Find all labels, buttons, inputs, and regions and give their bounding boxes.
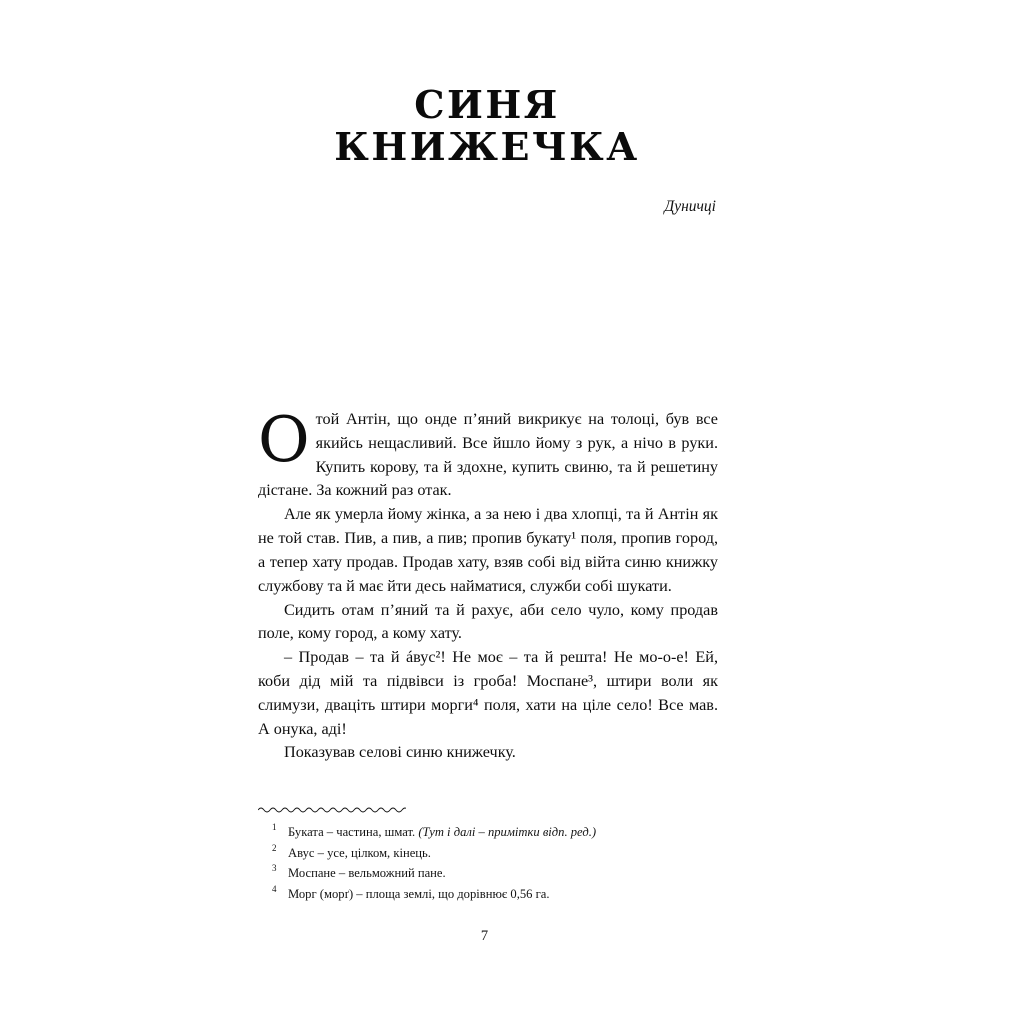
footnote-item [258,863,718,884]
footnote-text: Буката – частина, шмат. [288,825,419,839]
footnote-item [258,884,718,905]
footnotes-block [258,806,718,904]
drop-cap: О [258,403,310,476]
page-number-value: 7 [480,928,489,944]
dedication: Дуничці [664,197,716,215]
paragraph-5: Показував селові синю книжечку. [284,743,516,762]
footnote-text: Морг (морґ) – площа землі, що дорівнює 0,56 га. [288,886,550,901]
page-number [0,928,1024,945]
footnote-text: Авус – усе, цілком, кінець. [288,845,431,860]
footnote-list [258,822,718,904]
footnote-number: 2 [272,842,277,853]
footnote-number: 3 [272,863,277,874]
body-text [258,403,718,765]
footnote-number: 4 [272,883,277,894]
paragraph-1-text: той Антін, що онде п’яний викрикує на толоці, був все якийсь нещасливий. Все йшло йому з рук, а нічо в руки. Купить корову, та й здохне, купить свиню, та й решетину дістане. За кожний раз отак. [258,410,718,500]
footnote-note: (Тут і далі – примітки відп. ред.) [418,825,597,839]
paragraph-3: Сидить отам п’яний та й рахує, аби село чуло, кому продав поле, кому город, а кому хату. [258,600,718,643]
paragraph-1 [258,403,718,503]
footnote-number: 1 [272,822,277,832]
footnote-item [258,822,718,843]
footnote-text: Моспане – вельможний пане. [288,866,446,881]
paragraph-4: – Продав – та й áвус²! Не моє – та й решта! Не мо-о-е! Ей, коби дід мій та підвівси із гроба! Моспане³, штири воли як слимузи, дваціть штири морги⁴ поля, хати на ціле село! Все мав. А онука, аді! [258,648,718,738]
footnote-separator [258,806,406,813]
paragraph-2: Але як умерла йому жінка, а за нею і два хлопці, та й Антін як не той став. Пив, а пив, а пив; пропив букату¹ поля, пропив город, а тепер хату продав. Продав хату, взяв собі від війта синю книжку службову та й має йти десь найматися, служби собі шукати. [258,505,718,595]
page-title: СИНЯ КНИЖЕЧКА [334,82,640,169]
footnote-item [258,843,718,864]
page-header-block [258,0,716,216]
